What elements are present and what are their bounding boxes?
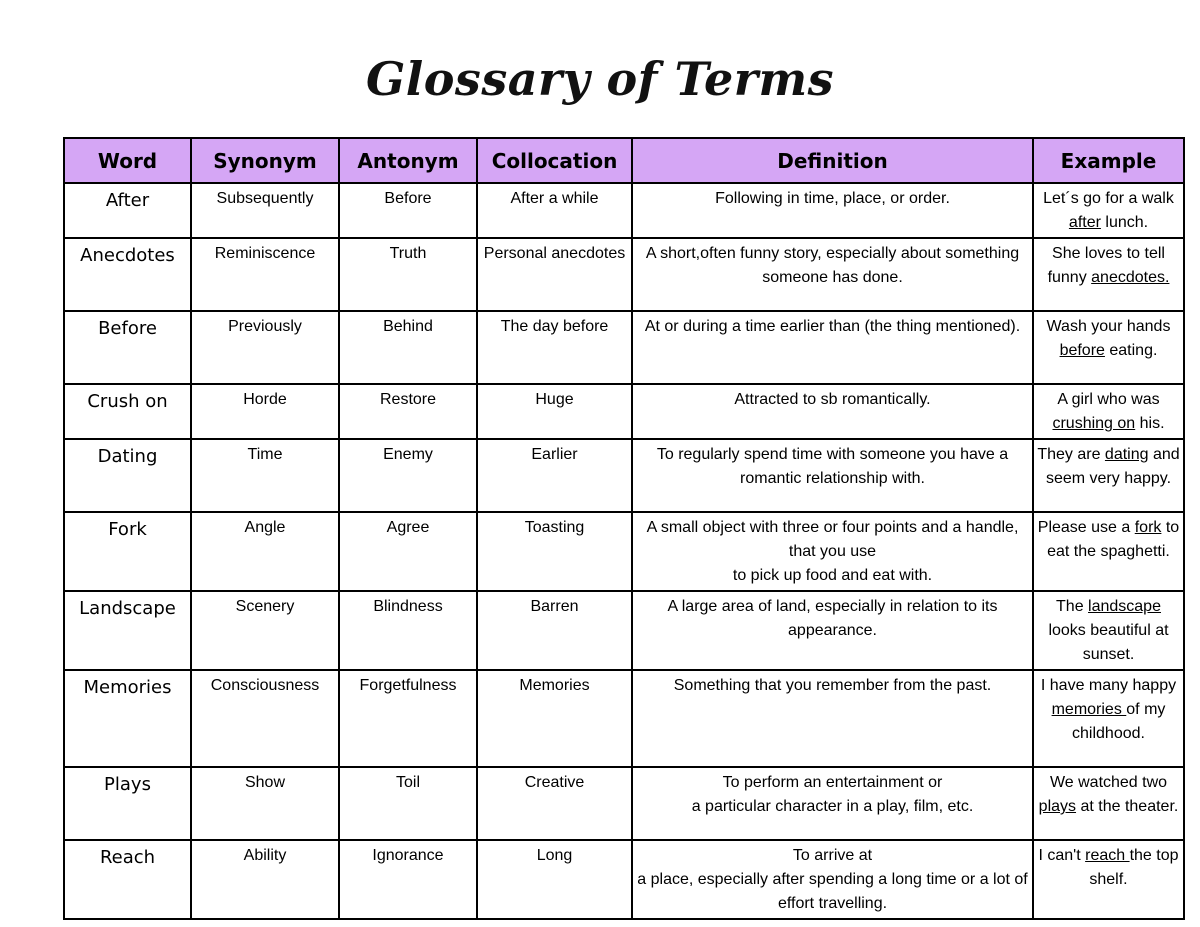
example-text: She loves to tell funny xyxy=(1047,245,1165,286)
header-definition: Definition xyxy=(632,138,1033,183)
cell-collocation: Barren xyxy=(477,591,632,670)
cell-word: Dating xyxy=(64,439,191,512)
glossary-table xyxy=(63,137,1185,920)
cell-example xyxy=(1033,591,1184,670)
table-row xyxy=(64,591,1184,670)
table-row xyxy=(64,384,1184,439)
example-text: looks beautiful at sunset. xyxy=(1048,622,1169,663)
cell-antonym: Ignorance xyxy=(339,840,477,919)
table-row xyxy=(64,670,1184,767)
cell-definition: Attracted to sb romantically. xyxy=(632,384,1033,439)
cell-word: Anecdotes xyxy=(64,238,191,311)
cell-definition: To perform an entertainment or a particular character in a play, film, etc. xyxy=(632,767,1033,840)
table-row xyxy=(64,311,1184,384)
header-word: Word xyxy=(64,138,191,183)
cell-definition: Following in time, place, or order. xyxy=(632,183,1033,238)
cell-synonym: Show xyxy=(191,767,339,840)
cell-antonym: Before xyxy=(339,183,477,238)
cell-collocation: The day before xyxy=(477,311,632,384)
cell-synonym: Scenery xyxy=(191,591,339,670)
cell-synonym: Horde xyxy=(191,384,339,439)
table-row xyxy=(64,238,1184,311)
example-underlined: dating xyxy=(1104,446,1149,463)
table-row xyxy=(64,512,1184,591)
table-row xyxy=(64,840,1184,919)
cell-collocation: Memories xyxy=(477,670,632,767)
cell-definition: Something that you remember from the past. xyxy=(632,670,1033,767)
cell-definition: A small object with three or four points and a handle, that you use to pick up food and eat with. xyxy=(632,512,1033,591)
cell-example xyxy=(1033,670,1184,767)
example-text: Let´s go for a walk xyxy=(1043,190,1174,207)
cell-example xyxy=(1033,767,1184,840)
cell-synonym: Subsequently xyxy=(191,183,339,238)
example-text: lunch. xyxy=(1100,214,1149,231)
example-text: Wash your hands xyxy=(1046,318,1171,335)
example-underlined: anecdotes. xyxy=(1091,269,1170,286)
cell-collocation: Personal anecdotes xyxy=(477,238,632,311)
cell-example xyxy=(1033,384,1184,439)
cell-collocation: Long xyxy=(477,840,632,919)
cell-example xyxy=(1033,512,1184,591)
page-title: Glossary of Terms xyxy=(365,52,835,106)
example-text: They are xyxy=(1037,446,1105,463)
cell-example xyxy=(1033,439,1184,512)
example-underlined: after xyxy=(1068,214,1101,231)
cell-word: Crush on xyxy=(64,384,191,439)
cell-antonym: Agree xyxy=(339,512,477,591)
example-text: I have many happy xyxy=(1040,677,1177,694)
example-underlined: plays xyxy=(1038,798,1077,815)
cell-definition: To regularly spend time with someone you have a romantic relationship with. xyxy=(632,439,1033,512)
cell-definition: At or during a time earlier than (the thing mentioned). xyxy=(632,311,1033,384)
cell-example xyxy=(1033,183,1184,238)
cell-word: After xyxy=(64,183,191,238)
cell-word: Reach xyxy=(64,840,191,919)
cell-collocation: Huge xyxy=(477,384,632,439)
table-header-row xyxy=(64,138,1184,183)
cell-word: Memories xyxy=(64,670,191,767)
example-text: A girl who was xyxy=(1057,391,1160,408)
cell-collocation: Earlier xyxy=(477,439,632,512)
cell-antonym: Truth xyxy=(339,238,477,311)
header-collocation: Collocation xyxy=(477,138,632,183)
cell-antonym: Behind xyxy=(339,311,477,384)
cell-synonym: Previously xyxy=(191,311,339,384)
cell-example xyxy=(1033,311,1184,384)
cell-antonym: Restore xyxy=(339,384,477,439)
table-row xyxy=(64,767,1184,840)
example-text: the top shelf. xyxy=(1089,847,1179,888)
example-text: at the theater. xyxy=(1076,798,1179,815)
cell-collocation: Creative xyxy=(477,767,632,840)
cell-example xyxy=(1033,238,1184,311)
header-example: Example xyxy=(1033,138,1184,183)
cell-definition: To arrive at a place, especially after spending a long time or a lot of effort travelling. xyxy=(632,840,1033,919)
cell-antonym: Toil xyxy=(339,767,477,840)
cell-synonym: Time xyxy=(191,439,339,512)
example-text: We watched two xyxy=(1049,774,1168,791)
example-text: I can't xyxy=(1038,847,1086,864)
example-text: of my childhood. xyxy=(1072,701,1166,742)
example-text: The xyxy=(1056,598,1089,615)
cell-collocation: Toasting xyxy=(477,512,632,591)
cell-definition: A large area of land, especially in relation to its appearance. xyxy=(632,591,1033,670)
cell-synonym: Angle xyxy=(191,512,339,591)
cell-antonym: Blindness xyxy=(339,591,477,670)
cell-synonym: Reminiscence xyxy=(191,238,339,311)
example-underlined: crushing on xyxy=(1052,415,1136,432)
example-text: and seem very happy. xyxy=(1045,446,1180,487)
example-underlined: memories xyxy=(1051,701,1127,718)
cell-example xyxy=(1033,840,1184,919)
example-underlined: reach xyxy=(1085,847,1130,864)
cell-antonym: Forgetfulness xyxy=(339,670,477,767)
example-text: his. xyxy=(1135,415,1165,432)
cell-collocation: After a while xyxy=(477,183,632,238)
cell-word: Fork xyxy=(64,512,191,591)
example-underlined: fork xyxy=(1134,519,1162,536)
cell-synonym: Consciousness xyxy=(191,670,339,767)
cell-antonym: Enemy xyxy=(339,439,477,512)
cell-word: Plays xyxy=(64,767,191,840)
example-text: eating. xyxy=(1104,342,1158,359)
header-synonym: Synonym xyxy=(191,138,339,183)
table-row xyxy=(64,183,1184,238)
table-row xyxy=(64,439,1184,512)
cell-synonym: Ability xyxy=(191,840,339,919)
example-underlined: landscape xyxy=(1088,598,1161,615)
cell-definition: A short,often funny story, especially about something someone has done. xyxy=(632,238,1033,311)
example-underlined: before xyxy=(1059,342,1105,359)
cell-word: Landscape xyxy=(64,591,191,670)
example-text: to eat the spaghetti. xyxy=(1047,519,1180,560)
header-antonym: Antonym xyxy=(339,138,477,183)
cell-word: Before xyxy=(64,311,191,384)
example-text: Please use a xyxy=(1037,519,1135,536)
